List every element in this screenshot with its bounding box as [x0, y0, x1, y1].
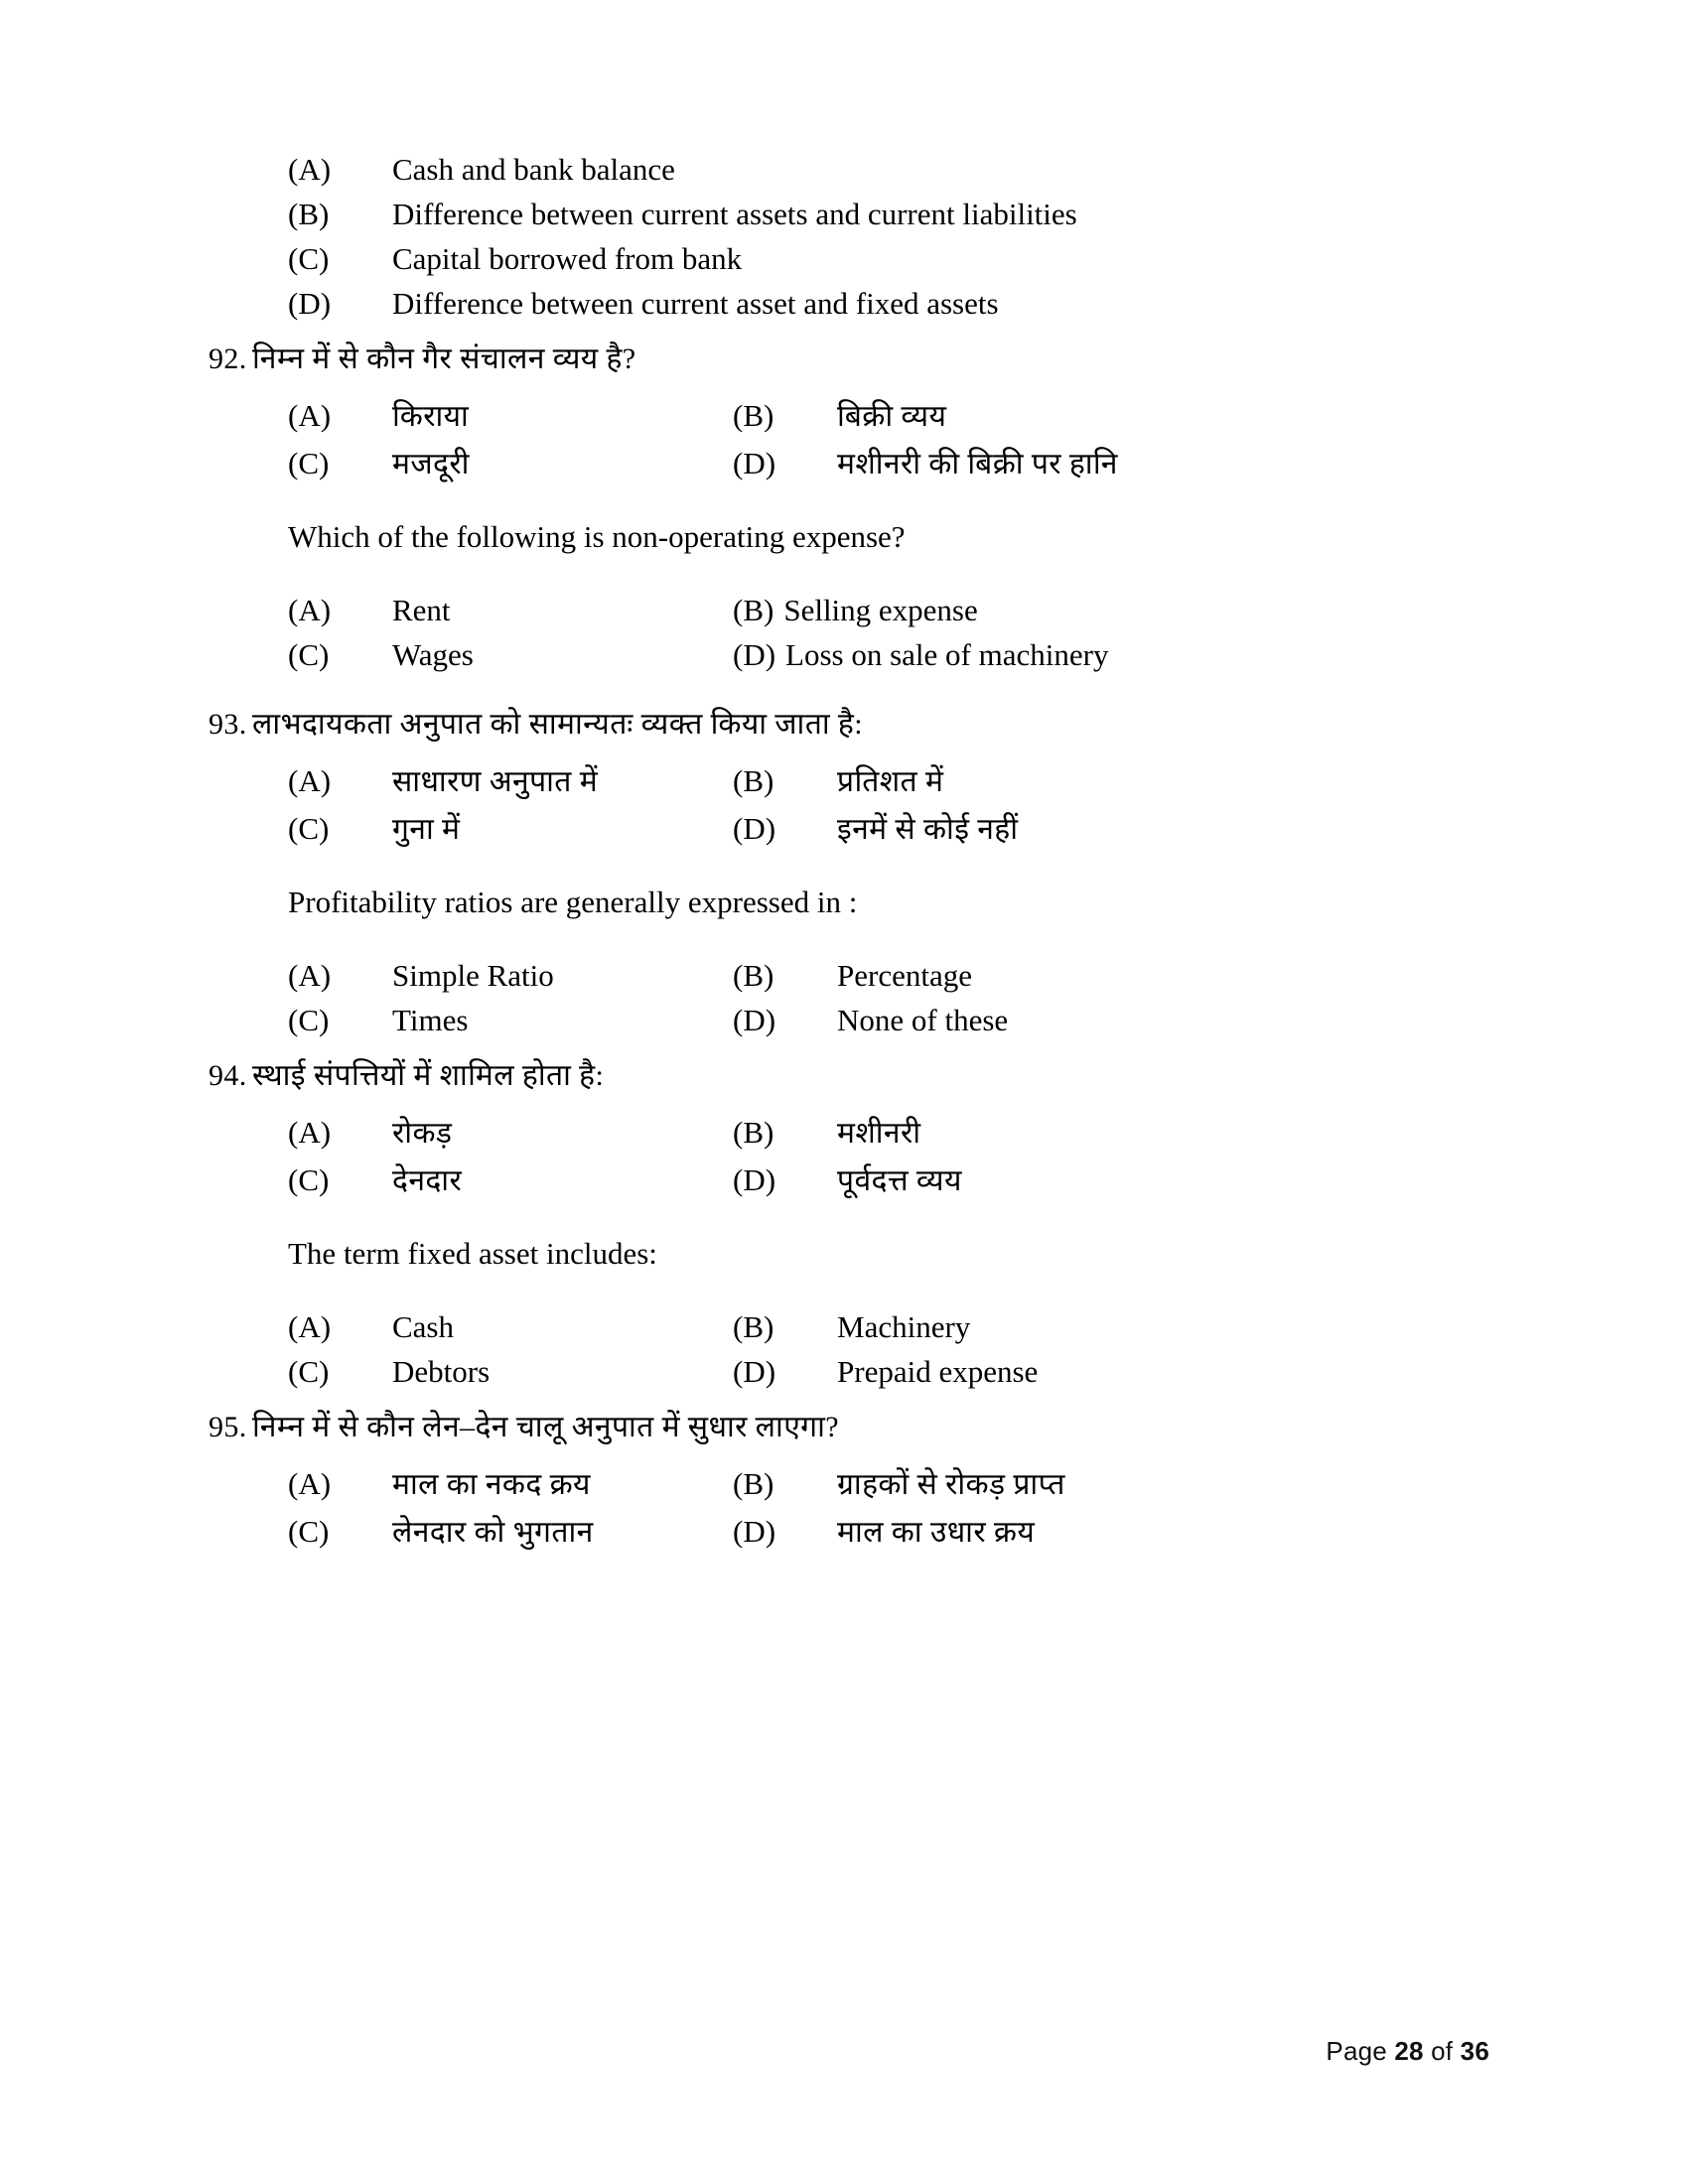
option-text: Debtors	[392, 1354, 491, 1389]
option-label: (C)	[288, 241, 330, 276]
option-label: (B)	[288, 197, 330, 231]
option-label: (A)	[288, 1115, 332, 1150]
option-item[interactable]	[248, 960, 733, 991]
option-item[interactable]	[248, 288, 999, 319]
option-row	[248, 765, 1430, 797]
question-number: 92.	[209, 342, 247, 375]
option-item[interactable]	[733, 1311, 1430, 1342]
page-content	[209, 152, 1430, 1549]
option-item[interactable]	[248, 1164, 733, 1196]
option-label: (C)	[288, 1162, 330, 1197]
question-stem-english: Profitability ratios are generally expressed in :	[288, 885, 858, 919]
option-label: (D)	[733, 1354, 776, 1389]
option-label: (C)	[288, 1354, 330, 1389]
option-text: लेनदार को भुगतान	[392, 1516, 594, 1549]
question-number: 94.	[209, 1059, 247, 1092]
option-label: (B)	[733, 593, 774, 627]
option-item[interactable]	[248, 1516, 733, 1548]
option-item[interactable]	[733, 448, 1430, 479]
option-row	[248, 639, 1430, 670]
option-row	[248, 1311, 1430, 1342]
option-text: Prepaid expense	[837, 1354, 1039, 1389]
option-row	[248, 1117, 1430, 1149]
option-item[interactable]	[733, 1164, 1430, 1196]
option-row	[248, 813, 1430, 845]
option-label: (B)	[733, 763, 774, 798]
option-text: बिक्री व्यय	[837, 400, 947, 433]
option-item[interactable]	[733, 400, 1430, 432]
option-label: (A)	[288, 593, 332, 627]
option-label: (B)	[733, 958, 774, 993]
option-row	[248, 595, 1430, 625]
question-stem-text: स्थाई संपत्तियों में शामिल होता है:	[252, 1059, 605, 1092]
spacer	[248, 1149, 1430, 1164]
option-item[interactable]	[248, 1117, 733, 1149]
option-label: (B)	[733, 398, 774, 433]
spacer	[248, 1442, 1430, 1468]
option-text: Selling expense	[783, 593, 978, 627]
option-label: (D)	[733, 811, 776, 846]
option-text: किराया	[392, 400, 470, 433]
spacer	[248, 319, 1430, 344]
option-item[interactable]	[248, 154, 675, 185]
spacer	[248, 432, 1430, 448]
question-93	[209, 710, 1430, 740]
option-label: (B)	[733, 1309, 774, 1344]
option-row	[248, 154, 1430, 185]
option-label: (D)	[733, 637, 776, 672]
option-row	[248, 1356, 1430, 1387]
spacer	[248, 797, 1430, 813]
question-92	[209, 344, 1430, 374]
footer-page-label: Page	[1326, 2036, 1387, 2066]
option-text: Loss on sale of machinery	[785, 637, 1109, 672]
option-item[interactable]	[248, 400, 733, 432]
spacer	[248, 555, 1430, 595]
option-text: Times	[392, 1003, 469, 1037]
option-text: पूर्वदत्त व्यय	[837, 1164, 962, 1197]
question-stem-text: लाभदायकता अनुपात को सामान्यतः व्यक्त किया जाता है:	[252, 708, 863, 741]
option-text: Cash	[392, 1309, 454, 1344]
question-94	[209, 1061, 1430, 1091]
option-text: Percentage	[837, 958, 972, 993]
option-text: Rent	[392, 593, 451, 627]
spacer	[248, 1387, 1430, 1413]
question-stem-hindi	[209, 344, 1430, 374]
spacer	[248, 374, 1430, 400]
option-label: (A)	[288, 398, 332, 433]
page-footer	[1326, 2036, 1489, 2067]
option-text: Wages	[392, 637, 474, 672]
option-label: (C)	[288, 637, 330, 672]
option-item[interactable]	[733, 1356, 1430, 1387]
option-text: मशीनरी की बिक्री पर हानि	[837, 448, 1118, 480]
option-item[interactable]	[248, 639, 733, 670]
option-label: (D)	[733, 446, 776, 480]
question-number: 93.	[209, 708, 247, 741]
question-stem-hindi	[209, 710, 1430, 740]
footer-current-page: 28	[1394, 2036, 1424, 2066]
option-text: Machinery	[837, 1309, 971, 1344]
question-stem-english: The term fixed asset includes:	[288, 1236, 657, 1271]
option-label: (C)	[288, 446, 330, 480]
option-item[interactable]	[733, 595, 1430, 625]
question-stem-hindi	[209, 1413, 1430, 1442]
option-label: (C)	[288, 1003, 330, 1037]
option-label: (A)	[288, 958, 332, 993]
option-text: मजदूरी	[392, 448, 470, 480]
option-label: (D)	[733, 1003, 776, 1037]
option-label: (C)	[288, 811, 330, 846]
option-text: Capital borrowed from bank	[392, 241, 743, 276]
spacer	[248, 1500, 1430, 1516]
option-row	[248, 1164, 1430, 1196]
option-text: माल का उधार क्रय	[837, 1516, 1036, 1549]
spacer	[248, 479, 1430, 519]
option-text: रोकड़	[392, 1117, 453, 1150]
footer-total-pages: 36	[1460, 2036, 1489, 2066]
footer-of-label: of	[1431, 2036, 1454, 2066]
option-row	[248, 1005, 1430, 1035]
option-row	[248, 960, 1430, 991]
option-label: (D)	[733, 1162, 776, 1197]
option-label: (A)	[288, 152, 332, 187]
option-label: (C)	[288, 1514, 330, 1549]
option-row	[248, 448, 1430, 479]
option-row	[248, 1516, 1430, 1548]
option-row	[248, 243, 1430, 274]
option-label: (B)	[733, 1466, 774, 1501]
spacer	[248, 740, 1430, 765]
option-label: (A)	[288, 1466, 332, 1501]
option-item[interactable]	[248, 199, 1077, 229]
option-item[interactable]	[248, 243, 742, 274]
option-item[interactable]	[248, 1311, 733, 1342]
option-text: इनमें से कोई नहीं	[837, 813, 1019, 846]
question-stem-english: Which of the following is non-operating expense?	[288, 519, 906, 554]
option-text: साधारण अनुपात में	[392, 765, 599, 798]
option-text: ग्राहकों से रोकड़ प्राप्त	[837, 1468, 1065, 1501]
option-row	[248, 288, 1430, 319]
option-text: मशीनरी	[837, 1117, 921, 1150]
option-item[interactable]	[248, 765, 733, 797]
option-item[interactable]	[733, 1005, 1430, 1035]
option-label: (D)	[733, 1514, 776, 1549]
question-95	[209, 1413, 1430, 1442]
option-item[interactable]	[248, 1005, 733, 1035]
option-item[interactable]	[733, 1516, 1430, 1548]
option-label: (B)	[733, 1115, 774, 1150]
option-row	[248, 1468, 1430, 1500]
option-item[interactable]	[733, 813, 1430, 845]
spacer	[248, 1196, 1430, 1236]
spacer	[248, 670, 1430, 710]
option-item[interactable]	[248, 448, 733, 479]
orphan-option-list	[248, 154, 1430, 319]
spacer	[248, 1035, 1430, 1061]
option-text: Difference between current asset and fixed assets	[392, 286, 999, 321]
option-row	[248, 199, 1430, 229]
question-stem-hindi	[209, 1061, 1430, 1091]
option-label: (A)	[288, 1309, 332, 1344]
spacer	[248, 1091, 1430, 1117]
option-item[interactable]	[248, 1468, 733, 1500]
option-item[interactable]	[733, 1468, 1430, 1500]
option-item[interactable]	[733, 639, 1430, 670]
option-text: Simple Ratio	[392, 958, 554, 993]
option-item[interactable]	[248, 1356, 733, 1387]
option-text: Difference between current assets and current liabilities	[392, 197, 1077, 231]
option-text: गुना में	[392, 813, 461, 846]
option-row	[248, 400, 1430, 432]
question-stem-text: निम्न में से कौन गैर संचालन व्यय है?	[252, 342, 636, 375]
option-text: माल का नकद क्रय	[392, 1468, 591, 1501]
question-number: 95.	[209, 1411, 247, 1443]
spacer	[248, 920, 1430, 960]
spacer	[248, 1272, 1430, 1311]
option-label: (A)	[288, 763, 332, 798]
option-item[interactable]	[248, 595, 733, 625]
option-text: None of these	[837, 1003, 1009, 1037]
option-text: Cash and bank balance	[392, 152, 675, 187]
option-item[interactable]	[248, 813, 733, 845]
question-stem-text: निम्न में से कौन लेन–देन चालू अनुपात में सुधार लाएगा?	[252, 1411, 839, 1443]
spacer	[248, 845, 1430, 885]
option-item[interactable]	[733, 765, 1430, 797]
option-text: प्रतिशत में	[837, 765, 944, 798]
option-text: देनदार	[392, 1164, 463, 1197]
option-label: (D)	[288, 286, 332, 321]
option-item[interactable]	[733, 1117, 1430, 1149]
option-item[interactable]	[733, 960, 1430, 991]
